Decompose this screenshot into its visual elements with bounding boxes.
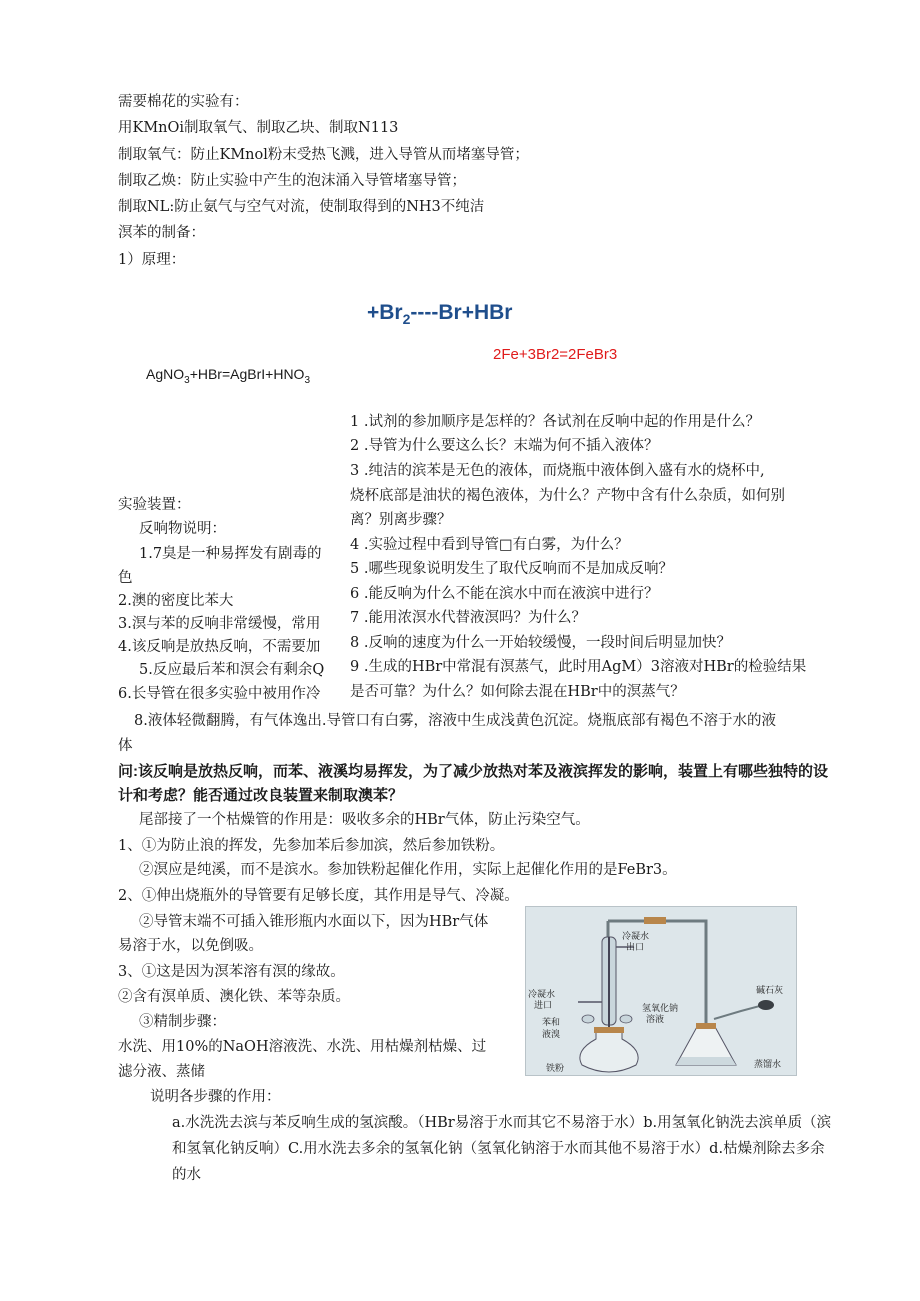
answer-1b: ②溟应是纯溪，而不是滨水。参加铁粉起催化作用，实际上起催化作用的是FeBr3。 [139,862,677,878]
intro-line-1: 需要棉花的实验有： [118,94,249,110]
bold-question-line-1: 问:该反响是放热反响，而苯、液溪均易挥发，为了减少放热对苯及液滨挥发的影响，装置上有哪些独特的设 [118,763,829,780]
answer-3e: 滤分液、蒸储 [118,1064,205,1080]
intro-line-7: 1）原理： [118,252,186,268]
question-9-cont: 是否可靠？为什么？如何除去混在HBr中的溟蒸气？ [350,684,685,700]
bold-question-line-2: 计和考虑？能否通过改良装置来制取澳苯？ [118,787,404,804]
label-cooling-inlet: 冷凝水 [528,990,556,1000]
question-6: 6 .能反响为什么不能在滨水中而在液滨中进行？ [350,586,659,602]
intro-line-4: 制取乙焕：防止实验中产生的泡沫涌入导管堵塞导管； [118,173,466,189]
note-1: 1.7臭是一种易挥发有剧毒的 [139,546,322,562]
rubber-joint [644,917,666,924]
question-3: 3 .纯洁的滨苯是无色的液体，而烧瓶中液体倒入盛有水的烧杯中, [350,463,765,479]
question-4: 4 .实验过程中看到导管□有白雾，为什么？ [350,537,629,553]
answer-2a: 2、①伸出烧瓶外的导管要有足够长度，其作用是导气、冷凝。 [118,888,519,904]
note-5: 5.反应最后苯和溟会有剩余Q [139,662,325,678]
label-cooling-outlet: 冷凝水 [622,932,650,942]
apparatus-diagram [525,906,797,1076]
question-8: 8 .反响的速度为什么一开始较缓慢，一段时间后明显加快？ [350,635,731,651]
answer-3a: 3、①这是因为溟苯溶有溟的缘故。 [118,964,345,980]
intro-line-3: 制取氧气：防止KMnol粉末受热飞溅，进入导管从而堵塞导管； [118,147,529,163]
answer-1a: 1、①为防止浪的挥发，先参加苯后参加滨，然后参加铁粉。 [118,838,505,854]
answer-tail: 尾部接了一个枯燥管的作用是：吸收多余的HBr气体，防止污染空气。 [139,812,590,828]
note-2: 2.澳的密度比苯大 [118,593,234,609]
question-9: 9 .生成的HBr中常混有溟蒸气，此时用AgM）3溶液对HBr的检验结果 [350,659,807,675]
main-equation: $+Br_2----Br+HBr$ [367,301,513,328]
note-1-cont: 色 [118,570,133,586]
silver-nitrate-equation: $AgNO_3+HBr=AgBrI+HNO_3$ [146,366,311,386]
answer-2c: 易溶于水，以免倒吸。 [118,938,263,954]
label-soda-lime: 碱石灰 [756,986,784,996]
question-5: 5 .哪些现象说明发生了取代反响而不是加成反响？ [350,561,673,577]
note-6: 6.长导管在很多实验中被用作冷 [118,686,321,702]
label-benzene: 苯和 [542,1018,561,1028]
label-cooling-inlet-2: 进口 [534,1001,553,1011]
label-bromine: 液溴 [542,1030,561,1040]
catalyst-equation: 2Fe+3Br2=2FeBr3 [493,346,618,363]
question-1: 1 .试剂的参加顺序是怎样的？各试剂在反响中起的作用是什么？ [350,414,760,430]
answer-2b: ②导管末端不可插入锥形瓶内水面以下，因为HBr气体 [139,914,489,930]
note-8: 8.液体轻微翻腾，有气体逸出.导管口有白雾，溶液中生成浅黄色沉淀。烧瓶底部有褐色不溶于水的液 [134,713,776,729]
intro-line-5: 制取NL:防止氨气与空气对流，使制取得到的NH3不纯洁 [118,199,485,215]
round-flask [580,1029,638,1072]
answer-3c: ③精制步骤： [139,1014,226,1030]
label-naoh: 氢氧化钠 [642,1004,679,1014]
label-iron-powder: 铁粉 [546,1064,565,1074]
apparatus-title: 实验装置： [118,497,191,513]
note-4: 4.该反响是放热反响，不需要加 [118,639,321,655]
answer-3d: 水洗、用10%的NaOH溶液洗、水洗、用枯燥剂枯燥、过 [118,1039,487,1055]
question-2: 2 .导管为什么要这么长？末端为何不插入液体？ [350,438,659,454]
explain-heading: 说明各步骤的作用： [150,1089,281,1105]
question-3-cont-2: 离？别离步骤？ [350,512,452,528]
explain-paragraph: a.水洗洗去滨与苯反响生成的氢滨酸。（HBr易溶于水而其它不易溶于水）b.用氢氧化钠洗去滨单质（滨和氢氧化钠反响）C.用水洗去多余的氢氧化钠（氢氧化钠溶于水而其他不易溶于水）d.枯燥剂除去多余的水 [172,1115,832,1183]
reactant-heading: 反响物说明： [139,521,226,537]
note-8-cont: 体 [118,738,133,754]
question-7: 7 .能用浓溟水代替液溟吗？为什么？ [350,610,586,626]
intro-line-6: 溟苯的制备： [118,225,205,241]
label-distilled-water: 蒸馏水 [754,1060,782,1070]
note-3: 3.溟与苯的反响非常缓慢，常用 [118,616,321,632]
question-3-cont-1: 烧杯底部是油状的褐色液体，为什么？产物中含有什么杂质，如何别 [350,488,785,504]
label-solution: 溶液 [646,1015,665,1025]
label-cooling-outlet-2: 出口 [626,943,645,953]
answer-3b: ②含有溟单质、澳化铁、苯等杂质。 [118,989,350,1005]
intro-line-2: 用KMnOi制取氧气、制取乙块、制取N113 [118,120,399,136]
